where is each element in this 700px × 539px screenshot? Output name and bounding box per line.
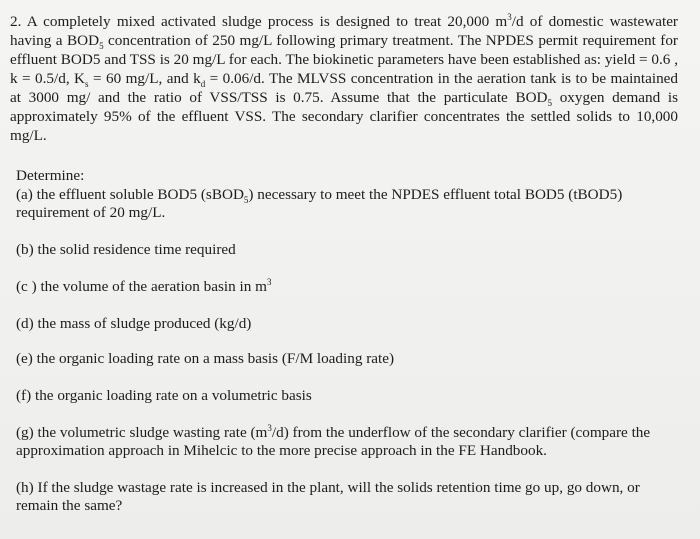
subscript: 5 <box>99 41 104 52</box>
part-c-text: (c ) the volume of the aeration basin in m <box>16 278 267 295</box>
problem-text: = 0.06/d. The MLVSS concentration in the aeration tank is to be maintained at 3000 mg/ and the ratio of VSS/TSS is 0.75. Assume that the particulate BOD <box>10 70 678 106</box>
problem-text: /d of domestic wastewater having a BOD <box>10 13 678 49</box>
problem-text: concentration of 250 mg/L following primary treatment. The NPDES permit requirement for effluent BOD5 and TSS is 20 mg/L for each. The biokinetic parameters have been established as: yield = 0.6 , k = 0.5/d, K <box>10 32 678 87</box>
determine-heading: Determine: <box>16 167 85 184</box>
problem-text: oxygen demand is approximately 95% of the effluent VSS. The secondary clarifier concentrates the settled solids to 10,000 mg/L. <box>10 89 678 144</box>
part-g-text: (g) the volumetric sludge wasting rate (m <box>16 424 268 441</box>
subscript: d <box>200 79 206 90</box>
part-f: (f) the organic loading rate on a volumetric basis <box>16 387 312 404</box>
part-g <box>16 424 680 460</box>
part-g-text: /d) from the underflow of the secondary clarifier (compare the approximation approach in Mihelcic to the more precise approach in the FE Handbook. <box>16 424 651 459</box>
part-h: (h) If the sludge wastage rate is increased in the plant, will the solids retention time go up, go down, or remain the same? <box>16 479 640 514</box>
subscript: 5 <box>243 195 249 206</box>
part-a-text: ) necessary to meet the NPDES effluent total BOD5 (tBOD5) requirement of 20 mg/L. <box>16 186 623 221</box>
superscript: 3 <box>507 11 512 22</box>
superscript: 3 <box>266 276 272 287</box>
part-a-text: (a) the effluent soluble BOD5 (sBOD <box>16 186 244 203</box>
part-e: (e) the organic loading rate on a mass basis (F/M loading rate) <box>16 350 395 367</box>
superscript: 3 <box>267 422 272 433</box>
part-b: (b) the solid residence time required <box>16 241 236 258</box>
subscript: s <box>85 79 89 90</box>
subscript: 5 <box>547 98 553 109</box>
problem-text: A completely mixed activated sludge process is designed to treat 20,000 m <box>26 13 508 30</box>
part-a <box>16 186 680 222</box>
part-d: (d) the mass of sludge produced (kg/d) <box>16 315 252 332</box>
problem-statement <box>10 12 678 145</box>
problem-text: = 60 mg/L, and k <box>88 70 201 87</box>
problem-number: 2. <box>10 13 22 30</box>
part-c <box>16 278 680 296</box>
